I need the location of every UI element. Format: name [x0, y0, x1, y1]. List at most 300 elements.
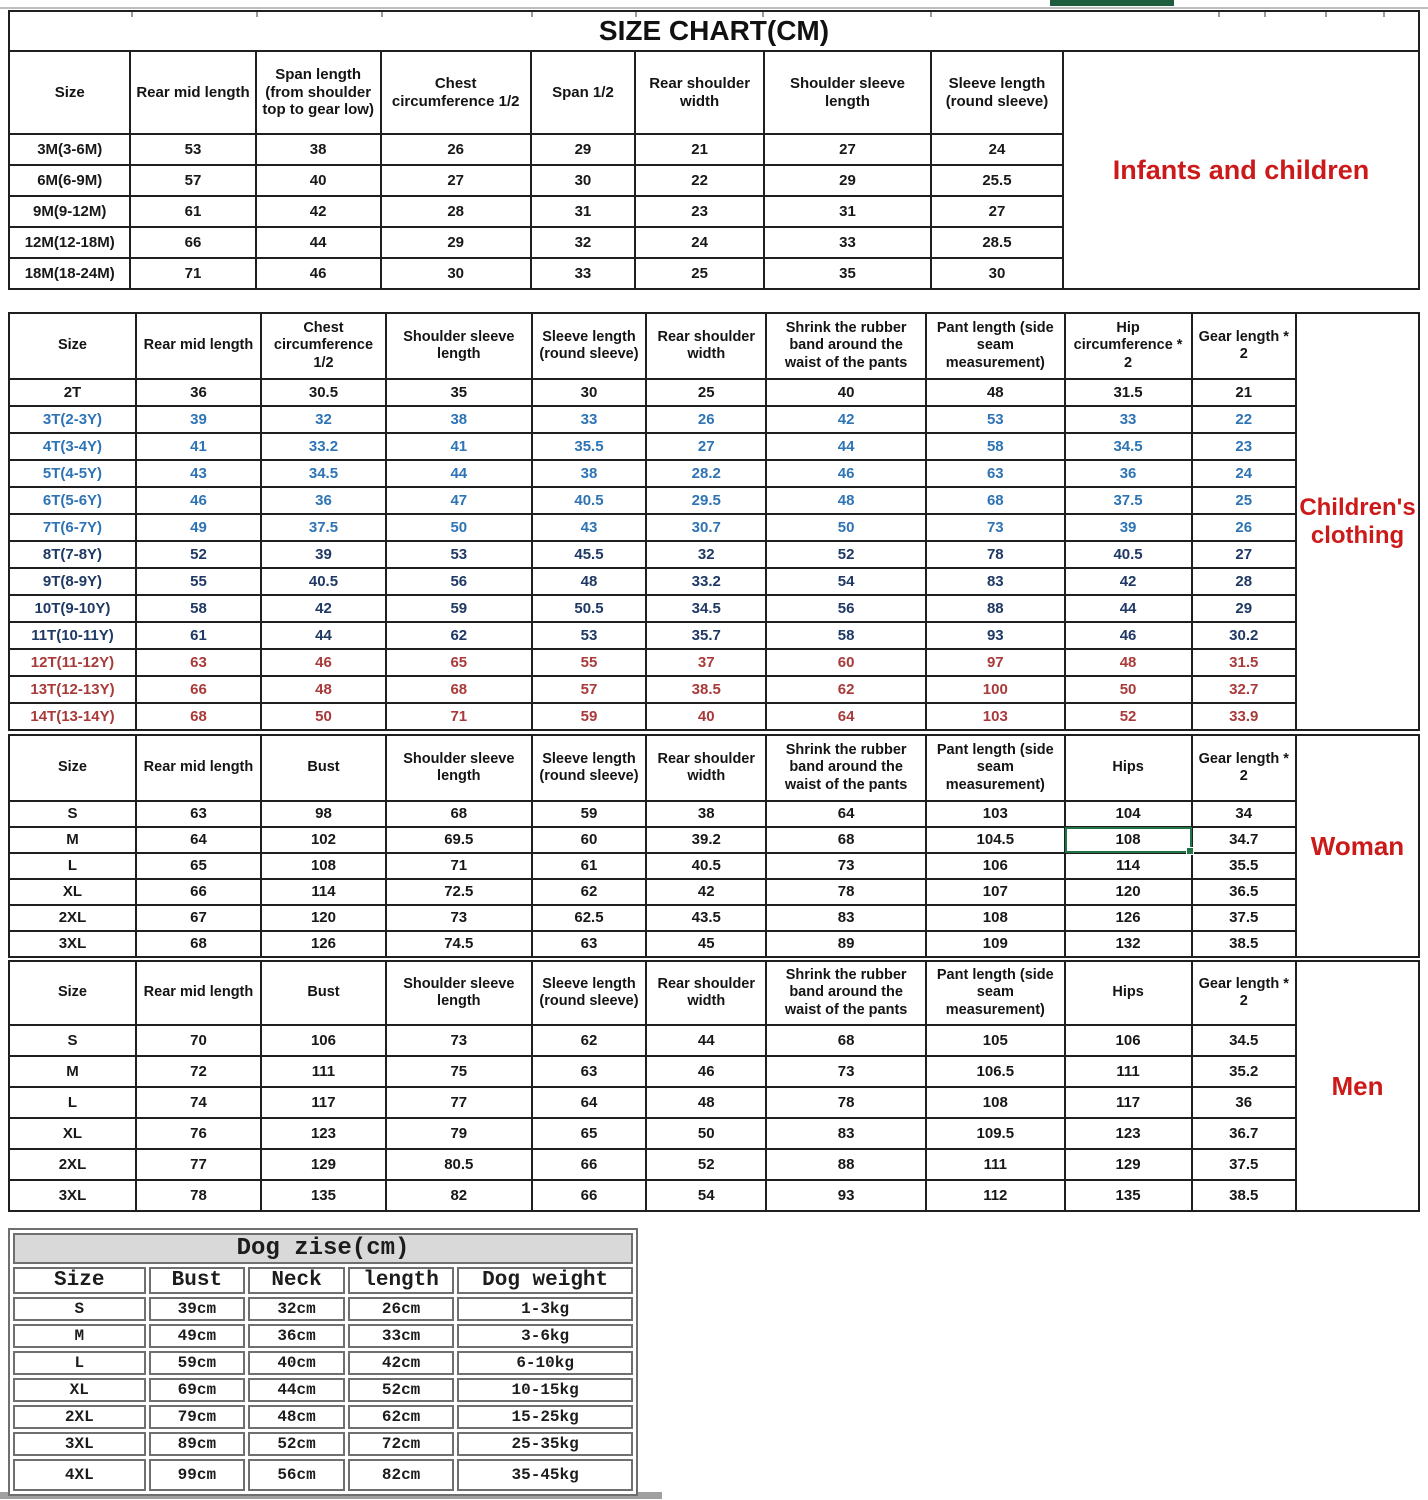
value-cell: 38.5 — [646, 676, 766, 703]
size-cell: 6M(6-9M) — [9, 165, 130, 196]
value-cell: 49cm — [149, 1324, 246, 1348]
value-cell: 37.5 — [1065, 487, 1192, 514]
size-cell: 7T(6-7Y) — [9, 514, 136, 541]
value-cell: 79cm — [149, 1405, 246, 1429]
value-cell: 79 — [386, 1118, 532, 1149]
value-cell: 74.5 — [386, 931, 532, 957]
value-cell: 61 — [136, 622, 261, 649]
table-row — [9, 879, 1296, 905]
size-cell: L — [9, 1087, 136, 1118]
size-cell: 5T(4-5Y) — [9, 460, 136, 487]
value-cell: 68 — [136, 931, 261, 957]
col-header-rear-shoulder-width: Rear shoulder width — [646, 961, 766, 1025]
table-row — [9, 703, 1296, 730]
size-cell: 13T(12-13Y) — [9, 676, 136, 703]
col-header-chest-circumference: Chest circumference 1/2 — [261, 313, 386, 379]
value-cell: 50.5 — [532, 595, 647, 622]
value-cell: 61 — [130, 196, 255, 227]
value-cell: 6-10kg — [457, 1351, 633, 1375]
value-cell: 57 — [130, 165, 255, 196]
value-cell: 52cm — [248, 1432, 345, 1456]
table-row — [9, 134, 1063, 165]
value-cell: 50 — [766, 514, 926, 541]
value-cell: 105 — [926, 1025, 1065, 1056]
value-cell: 33 — [531, 258, 636, 289]
value-cell: 68 — [766, 1025, 926, 1056]
value-cell: 34.7 — [1192, 827, 1296, 853]
value-cell: 34.5 — [261, 460, 386, 487]
value-cell: 129 — [261, 1149, 386, 1180]
value-cell: 30 — [531, 165, 636, 196]
value-cell: 65 — [386, 649, 532, 676]
table-row — [9, 541, 1296, 568]
value-cell: 63 — [136, 801, 261, 827]
value-cell: 135 — [1065, 1180, 1192, 1211]
value-cell: 45.5 — [532, 541, 647, 568]
woman-section — [8, 734, 1420, 958]
value-cell: 33 — [764, 227, 931, 258]
value-cell: 78 — [766, 1087, 926, 1118]
value-cell: 126 — [1065, 905, 1192, 931]
value-cell: 60 — [532, 827, 647, 853]
table-row — [9, 165, 1063, 196]
value-cell: 123 — [261, 1118, 386, 1149]
children-table — [8, 312, 1297, 731]
table-row — [13, 1378, 633, 1402]
value-cell: 120 — [1065, 879, 1192, 905]
value-cell: 30.7 — [646, 514, 766, 541]
value-cell: 106.5 — [926, 1056, 1065, 1087]
size-cell: XL — [13, 1378, 146, 1402]
value-cell: 54 — [766, 568, 926, 595]
value-cell: 44 — [256, 227, 381, 258]
value-cell: 78 — [926, 541, 1065, 568]
value-cell: 63 — [136, 649, 261, 676]
value-cell: 42 — [766, 406, 926, 433]
value-cell: 73 — [926, 514, 1065, 541]
size-cell: 3XL — [13, 1432, 146, 1456]
infants-section — [8, 10, 1420, 290]
value-cell: 106 — [261, 1025, 386, 1056]
col-header-sleeve-length: Sleeve length (round sleeve) — [532, 961, 647, 1025]
value-cell: 73 — [386, 1025, 532, 1056]
col-header-rear-shoulder-width: Rear shoulder width — [646, 735, 766, 801]
value-cell: 64 — [136, 827, 261, 853]
size-cell: XL — [9, 879, 136, 905]
value-cell: 58 — [136, 595, 261, 622]
value-cell: 30.5 — [261, 379, 386, 406]
value-cell: 36 — [136, 379, 261, 406]
col-header-gear-length: Gear length * 2 — [1192, 313, 1296, 379]
size-cell: M — [13, 1324, 146, 1348]
value-cell: 31 — [764, 196, 931, 227]
value-cell: 70 — [136, 1025, 261, 1056]
value-cell: 132 — [1065, 931, 1192, 957]
value-cell: 56cm — [248, 1459, 345, 1491]
value-cell: 74 — [136, 1087, 261, 1118]
size-cell: L — [13, 1351, 146, 1375]
value-cell: 102 — [261, 827, 386, 853]
value-cell: 45 — [646, 931, 766, 957]
value-cell: 104 — [1065, 801, 1192, 827]
value-cell: 80.5 — [386, 1149, 532, 1180]
value-cell: 62 — [532, 879, 647, 905]
value-cell: 114 — [1065, 853, 1192, 879]
infants-table — [8, 50, 1064, 290]
value-cell: 48 — [261, 676, 386, 703]
value-cell: 63 — [532, 931, 647, 957]
men-section — [8, 960, 1420, 1212]
table-row — [9, 196, 1063, 227]
value-cell: 49 — [136, 514, 261, 541]
value-cell: 59 — [532, 703, 647, 730]
value-cell: 35 — [764, 258, 931, 289]
value-cell: 129 — [1065, 1149, 1192, 1180]
value-cell: 23 — [1192, 433, 1296, 460]
value-cell: 43.5 — [646, 905, 766, 931]
value-cell: 76 — [136, 1118, 261, 1149]
value-cell: 93 — [926, 622, 1065, 649]
value-cell: 68 — [386, 676, 532, 703]
table-row — [9, 379, 1296, 406]
value-cell: 48 — [646, 1087, 766, 1118]
infants-header-row — [9, 51, 1063, 134]
value-cell: 48cm — [248, 1405, 345, 1429]
value-cell: 103 — [926, 703, 1065, 730]
value-cell: 69cm — [149, 1378, 246, 1402]
value-cell: 26 — [381, 134, 531, 165]
col-header-chest-circumference: Chest circumference 1/2 — [381, 51, 531, 134]
col-header-bust: Bust — [261, 735, 386, 801]
value-cell: 88 — [926, 595, 1065, 622]
value-cell: 34.5 — [646, 595, 766, 622]
children-section-label: Children's clothing — [1295, 312, 1420, 731]
value-cell: 42 — [261, 595, 386, 622]
value-cell: 43 — [136, 460, 261, 487]
value-cell: 33.9 — [1192, 703, 1296, 730]
value-cell: 62.5 — [532, 905, 647, 931]
value-cell: 60 — [766, 649, 926, 676]
value-cell: 31.5 — [1065, 379, 1192, 406]
col-header-span-length: Span length (from shoulder top to gear low) — [256, 51, 381, 134]
value-cell: 39 — [136, 406, 261, 433]
size-cell: M — [9, 1056, 136, 1087]
value-cell: 135 — [261, 1180, 386, 1211]
value-cell: 50 — [1065, 676, 1192, 703]
value-cell: 50 — [386, 514, 532, 541]
table-row — [9, 1025, 1296, 1056]
col-header-sleeve-length: Sleeve length (round sleeve) — [532, 735, 647, 801]
value-cell: 63 — [532, 1056, 647, 1087]
value-cell: 48 — [766, 487, 926, 514]
value-cell: 56 — [386, 568, 532, 595]
value-cell: 27 — [931, 196, 1063, 227]
value-cell: 111 — [926, 1149, 1065, 1180]
value-cell: 65 — [532, 1118, 647, 1149]
value-cell: 35-45kg — [457, 1459, 633, 1491]
size-cell: 2T — [9, 379, 136, 406]
value-cell: 40.5 — [532, 487, 647, 514]
size-cell: L — [9, 853, 136, 879]
value-cell: 28 — [1192, 568, 1296, 595]
value-cell: 38 — [256, 134, 381, 165]
table-row — [9, 676, 1296, 703]
table-row — [13, 1459, 633, 1491]
table-row — [9, 514, 1296, 541]
value-cell: 42 — [256, 196, 381, 227]
value-cell: 41 — [386, 433, 532, 460]
value-cell: 22 — [635, 165, 764, 196]
value-cell: 32 — [261, 406, 386, 433]
value-cell: 43 — [532, 514, 647, 541]
value-cell: 59cm — [149, 1351, 246, 1375]
value-cell: 56 — [766, 595, 926, 622]
table-row — [9, 1149, 1296, 1180]
value-cell: 50 — [261, 703, 386, 730]
size-cell: 8T(7-8Y) — [9, 541, 136, 568]
col-header-length: length — [348, 1267, 454, 1294]
value-cell: 44 — [261, 622, 386, 649]
value-cell: 27 — [764, 134, 931, 165]
value-cell: 52 — [1065, 703, 1192, 730]
table-row — [13, 1351, 633, 1375]
dog-table-title: Dog zise(cm) — [13, 1233, 633, 1264]
value-cell: 37.5 — [1192, 1149, 1296, 1180]
value-cell: 65 — [136, 853, 261, 879]
value-cell: 25-35kg — [457, 1432, 633, 1456]
value-cell: 73 — [386, 905, 532, 931]
value-cell: 34.5 — [1192, 1025, 1296, 1056]
value-cell: 27 — [381, 165, 531, 196]
value-cell: 46 — [766, 460, 926, 487]
col-header-waist-shrink: Shrink the rubber band around the waist of the pants — [766, 961, 926, 1025]
value-cell: 50 — [646, 1118, 766, 1149]
value-cell: 33cm — [348, 1324, 454, 1348]
value-cell: 117 — [1065, 1087, 1192, 1118]
value-cell: 30 — [532, 379, 647, 406]
value-cell: 82cm — [348, 1459, 454, 1491]
value-cell: 38 — [532, 460, 647, 487]
value-cell: 36 — [1192, 1087, 1296, 1118]
table-row — [13, 1324, 633, 1348]
value-cell: 44 — [766, 433, 926, 460]
value-cell: 66 — [136, 879, 261, 905]
children-header-row — [9, 313, 1296, 379]
value-cell: 66 — [136, 676, 261, 703]
dog-header-row — [13, 1267, 633, 1294]
table-row — [9, 801, 1296, 827]
value-cell: 24 — [931, 134, 1063, 165]
size-cell: 12M(12-18M) — [9, 227, 130, 258]
size-cell: 6T(5-6Y) — [9, 487, 136, 514]
value-cell: 64 — [532, 1087, 647, 1118]
size-cell: 18M(18-24M) — [9, 258, 130, 289]
value-cell: 53 — [532, 622, 647, 649]
value-cell: 44cm — [248, 1378, 345, 1402]
size-cell: M — [9, 827, 136, 853]
value-cell: 39 — [1065, 514, 1192, 541]
size-cell: S — [9, 1025, 136, 1056]
table-row — [9, 487, 1296, 514]
col-header-sleeve-length: Sleeve length (round sleeve) — [931, 51, 1063, 134]
table-row — [13, 1432, 633, 1456]
value-cell: 40 — [646, 703, 766, 730]
value-cell: 53 — [386, 541, 532, 568]
value-cell: 44 — [1065, 595, 1192, 622]
value-cell: 30 — [381, 258, 531, 289]
value-cell: 36 — [261, 487, 386, 514]
value-cell: 77 — [136, 1149, 261, 1180]
value-cell: 26 — [646, 406, 766, 433]
value-cell: 29 — [764, 165, 931, 196]
value-cell: 83 — [766, 905, 926, 931]
col-header-shoulder-sleeve-length: Shoulder sleeve length — [386, 313, 532, 379]
value-cell: 53 — [130, 134, 255, 165]
size-cell: 12T(11-12Y) — [9, 649, 136, 676]
value-cell: 71 — [386, 853, 532, 879]
col-header-pant-length: Pant length (side seam measurement) — [926, 961, 1065, 1025]
table-row — [9, 649, 1296, 676]
size-cell: 2XL — [9, 905, 136, 931]
col-header-span-half: Span 1/2 — [531, 51, 636, 134]
value-cell: 46 — [646, 1056, 766, 1087]
value-cell: 29 — [381, 227, 531, 258]
value-cell: 29.5 — [646, 487, 766, 514]
value-cell: 59 — [532, 801, 647, 827]
value-cell: 75 — [386, 1056, 532, 1087]
value-cell: 72cm — [348, 1432, 454, 1456]
value-cell: 108 — [261, 853, 386, 879]
value-cell: 35.7 — [646, 622, 766, 649]
value-cell: 68 — [136, 703, 261, 730]
col-header-rear-mid-length: Rear mid length — [136, 313, 261, 379]
col-header-size: Size — [9, 961, 136, 1025]
value-cell: 52 — [766, 541, 926, 568]
size-cell: 3XL — [9, 1180, 136, 1211]
col-header-size: Size — [9, 735, 136, 801]
value-cell: 39.2 — [646, 827, 766, 853]
table-row — [9, 931, 1296, 957]
value-cell: 36 — [1065, 460, 1192, 487]
value-cell: 40.5 — [1065, 541, 1192, 568]
selected-columns-indicator — [1050, 0, 1174, 6]
value-cell: 104.5 — [926, 827, 1065, 853]
value-cell: 72 — [136, 1056, 261, 1087]
value-cell: 57 — [532, 676, 647, 703]
value-cell: 26cm — [348, 1297, 454, 1321]
children-section — [8, 312, 1420, 731]
value-cell: 111 — [1065, 1056, 1192, 1087]
size-cell: 2XL — [13, 1405, 146, 1429]
table-row — [9, 853, 1296, 879]
value-cell: 52 — [136, 541, 261, 568]
value-cell: 55 — [136, 568, 261, 595]
size-cell: XL — [9, 1118, 136, 1149]
woman-header-row — [9, 735, 1296, 801]
value-cell: 42cm — [348, 1351, 454, 1375]
value-cell: 29 — [1192, 595, 1296, 622]
table-row — [9, 1087, 1296, 1118]
value-cell: 42 — [1065, 568, 1192, 595]
men-section-label: Men — [1295, 960, 1420, 1212]
size-cell: 3T(2-3Y) — [9, 406, 136, 433]
table-row — [9, 258, 1063, 289]
value-cell: 30.2 — [1192, 622, 1296, 649]
value-cell: 25 — [1192, 487, 1296, 514]
value-cell: 29 — [531, 134, 636, 165]
size-cell: 10T(9-10Y) — [9, 595, 136, 622]
value-cell: 109.5 — [926, 1118, 1065, 1149]
value-cell: 41 — [136, 433, 261, 460]
value-cell: 108 — [926, 1087, 1065, 1118]
value-cell: 1-3kg — [457, 1297, 633, 1321]
value-cell: 103 — [926, 801, 1065, 827]
col-header-waist-shrink: Shrink the rubber band around the waist of the pants — [766, 735, 926, 801]
value-cell: 117 — [261, 1087, 386, 1118]
value-cell: 25 — [646, 379, 766, 406]
value-cell: 47 — [386, 487, 532, 514]
col-header-shoulder-sleeve-length: Shoulder sleeve length — [764, 51, 931, 134]
value-cell: 37 — [646, 649, 766, 676]
value-cell: 120 — [261, 905, 386, 931]
value-cell: 36.5 — [1192, 879, 1296, 905]
value-cell: 73 — [766, 853, 926, 879]
value-cell: 34 — [1192, 801, 1296, 827]
infants-section-label: Infants and children — [1062, 50, 1420, 290]
value-cell: 88 — [766, 1149, 926, 1180]
value-cell: 68 — [926, 487, 1065, 514]
value-cell: 34.5 — [1065, 433, 1192, 460]
value-cell: 24 — [1192, 460, 1296, 487]
size-cell: 9T(8-9Y) — [9, 568, 136, 595]
col-header-bust: Bust — [149, 1267, 246, 1294]
value-cell: 24 — [635, 227, 764, 258]
value-cell: 82 — [386, 1180, 532, 1211]
table-row — [9, 622, 1296, 649]
value-cell: 106 — [926, 853, 1065, 879]
value-cell: 36.7 — [1192, 1118, 1296, 1149]
col-header-hip-circumference: Hip circumference * 2 — [1065, 313, 1192, 379]
value-cell: 48 — [926, 379, 1065, 406]
value-cell: 78 — [766, 879, 926, 905]
men-header-row — [9, 961, 1296, 1025]
value-cell: 35 — [386, 379, 532, 406]
value-cell: 32.7 — [1192, 676, 1296, 703]
value-cell: 58 — [926, 433, 1065, 460]
table-row — [9, 406, 1296, 433]
col-header-shoulder-sleeve-length: Shoulder sleeve length — [386, 735, 532, 801]
value-cell: 30 — [931, 258, 1063, 289]
value-cell: 72.5 — [386, 879, 532, 905]
col-header-sleeve-length: Sleeve length (round sleeve) — [532, 313, 647, 379]
value-cell: 89cm — [149, 1432, 246, 1456]
size-cell: 3XL — [9, 931, 136, 957]
dog-table-title-row — [13, 1233, 633, 1264]
value-cell: 112 — [926, 1180, 1065, 1211]
col-header-rear-mid-length: Rear mid length — [136, 961, 261, 1025]
woman-table — [8, 734, 1297, 958]
value-cell: 77 — [386, 1087, 532, 1118]
value-cell: 48 — [1065, 649, 1192, 676]
size-cell: 9M(9-12M) — [9, 196, 130, 227]
table-row — [9, 460, 1296, 487]
col-header-bust: Bust — [261, 961, 386, 1025]
value-cell: 21 — [1192, 379, 1296, 406]
value-cell: 62 — [766, 676, 926, 703]
value-cell: 54 — [646, 1180, 766, 1211]
value-cell: 108 — [926, 905, 1065, 931]
value-cell: 35.5 — [532, 433, 647, 460]
